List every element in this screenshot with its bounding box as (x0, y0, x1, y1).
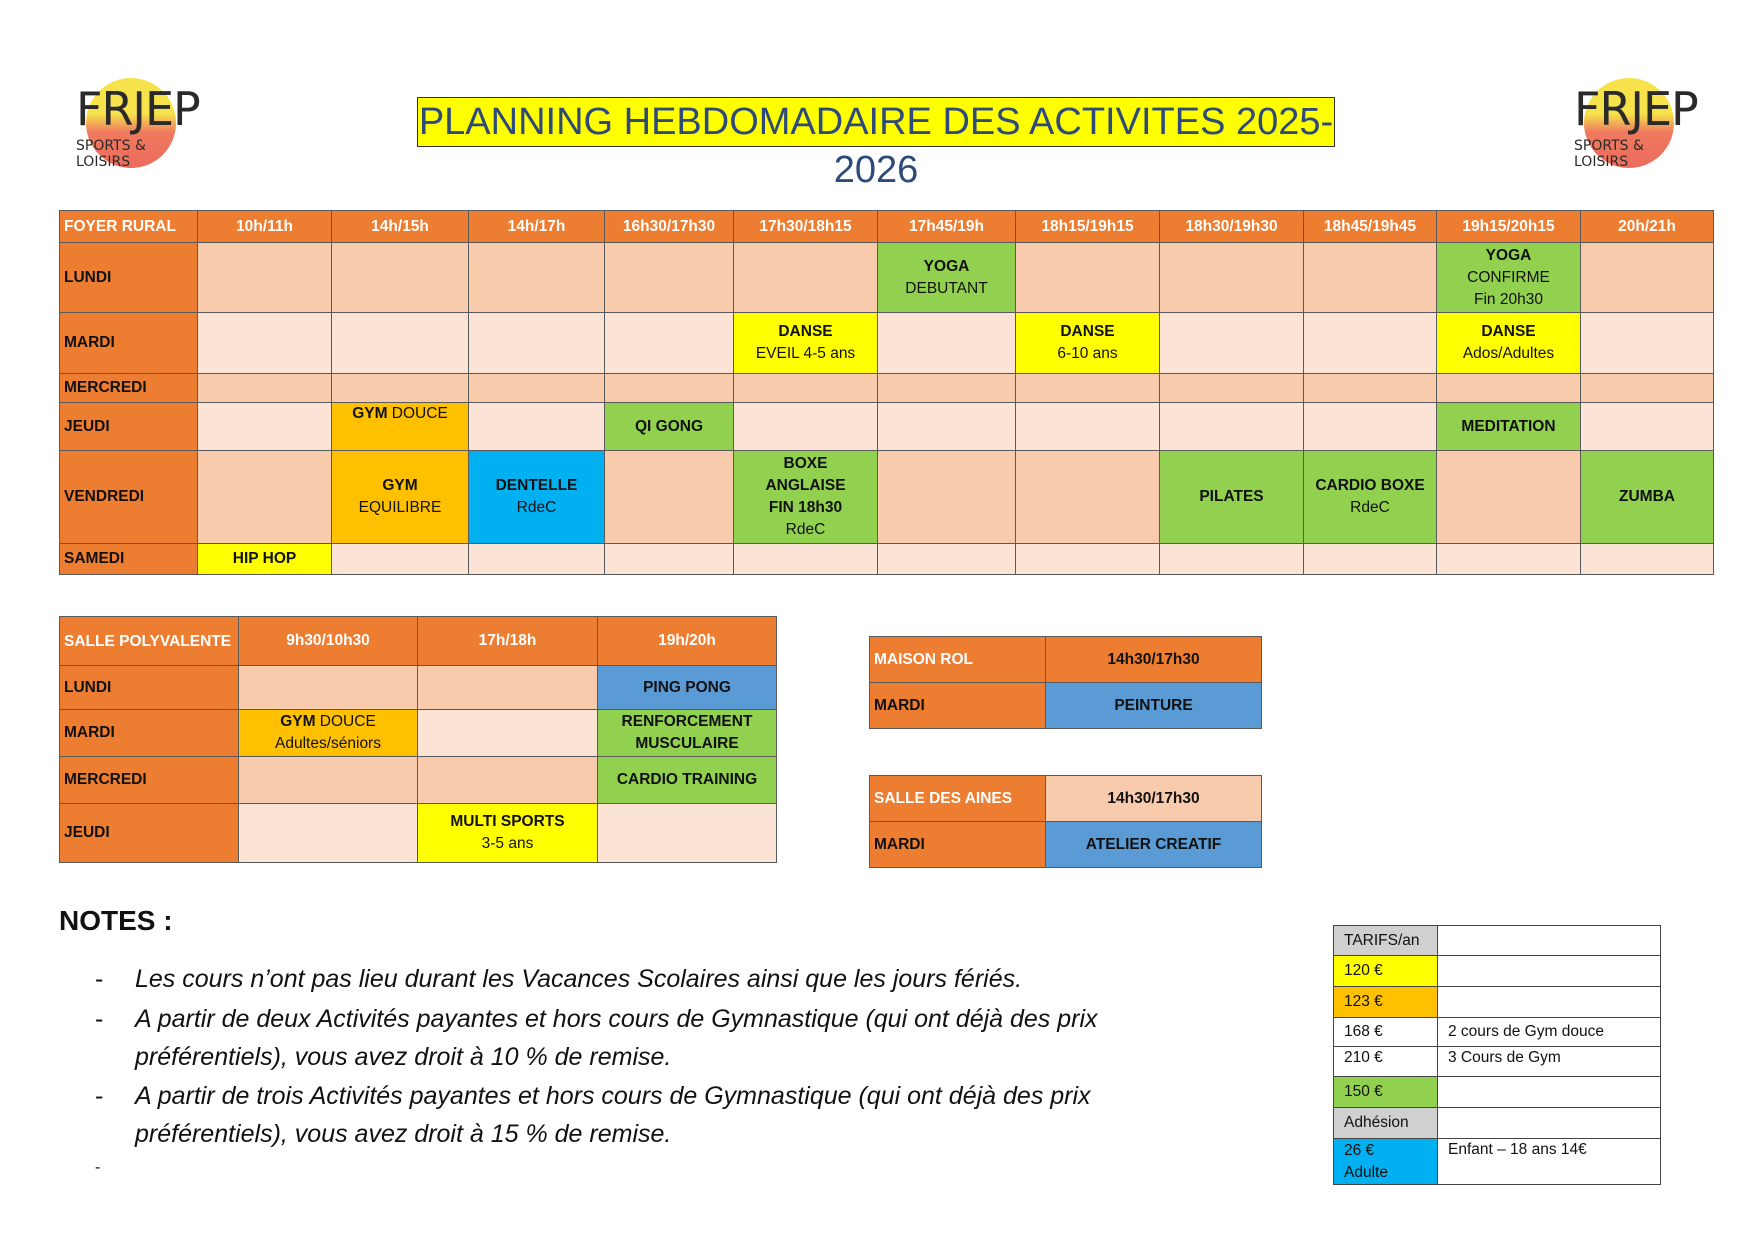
activity-gym-equilibre: GYM EQUILIBRE (332, 451, 469, 544)
place-header: MAISON ROL (870, 637, 1046, 683)
logo-main-text: FRJEP (76, 82, 200, 136)
tarif-desc (1438, 1077, 1661, 1108)
salle-aines-table (869, 775, 1262, 868)
list-item: - A partir de trois Activités payantes et hors cours de Gymnastique (qui ont déjà des prix préférentiels), vous avez droit à 15 % de remise. (95, 1082, 1091, 1148)
foyer-schedule-table (59, 210, 1714, 575)
time-header: 18h30/19h30 (1160, 211, 1304, 243)
time-header: 17h30/18h15 (734, 211, 878, 243)
activity-cardio-training: CARDIO TRAINING (598, 757, 777, 804)
tarif-price: 150 € (1334, 1077, 1438, 1108)
tarifs-table (1333, 925, 1661, 1185)
day-label: MARDI (870, 683, 1046, 729)
time-header: 17h/18h (418, 617, 598, 666)
place-header: FOYER RURAL (60, 211, 198, 243)
time-header: 19h/20h (598, 617, 777, 666)
activity-yoga-debutant: YOGA DEBUTANT (878, 243, 1016, 313)
day-label: JEUDI (60, 804, 239, 863)
time-header: 18h15/19h15 (1016, 211, 1160, 243)
salle-schedule-table (59, 616, 777, 863)
table-header-row (870, 776, 1262, 822)
tarif-desc (1438, 1108, 1661, 1139)
activity-danse-ados: DANSE Ados/Adultes (1437, 313, 1581, 374)
activity-qi-gong: QI GONG (605, 403, 734, 451)
table-row (60, 313, 1714, 374)
table-row (60, 544, 1714, 575)
time-header: 16h30/17h30 (605, 211, 734, 243)
table-header-row (60, 211, 1714, 243)
maison-rol-table (869, 636, 1262, 729)
logo-right (1560, 58, 1698, 178)
day-label: JEUDI (60, 403, 198, 451)
table-row (60, 451, 1714, 544)
day-label: MARDI (870, 822, 1046, 868)
logo-main-text: FRJEP (1574, 82, 1698, 136)
day-label: LUNDI (60, 243, 198, 313)
activity-meditation: MEDITATION (1437, 403, 1581, 451)
table-header-row (1334, 926, 1661, 956)
day-label: MARDI (60, 710, 239, 757)
activity-dentelle: DENTELLE RdeC (469, 451, 605, 544)
tarif-desc: 2 cours de Gym douce (1438, 1018, 1661, 1047)
tarif-desc (1438, 987, 1661, 1018)
time-header: 19h15/20h15 (1437, 211, 1581, 243)
logo-sub-text: SPORTS & LOISIRS (76, 138, 146, 170)
day-label: MERCREDI (60, 374, 198, 403)
tarif-price: 123 € (1334, 987, 1438, 1018)
time-header: 18h45/19h45 (1304, 211, 1437, 243)
day-label: MARDI (60, 313, 198, 374)
activity-danse-6-10: DANSE 6-10 ans (1016, 313, 1160, 374)
activity-ping-pong: PING PONG (598, 666, 777, 710)
activity-gym-douce-seniors: GYM DOUCE Adultes/séniors (239, 710, 418, 757)
table-row (1334, 1018, 1661, 1047)
table-header-row (60, 617, 777, 666)
tarif-price: 210 € (1334, 1047, 1438, 1077)
table-row (1334, 956, 1661, 987)
tarif-price: 168 € (1334, 1018, 1438, 1047)
table-row (1334, 1047, 1661, 1077)
tarif-desc (1438, 956, 1661, 987)
time-header: 17h45/19h (878, 211, 1016, 243)
activity-peinture: PEINTURE (1046, 683, 1262, 729)
time-header: 14h30/17h30 (1046, 637, 1262, 683)
table-row (1334, 1139, 1661, 1185)
table-row (60, 243, 1714, 313)
time-header: 14h30/17h30 (1046, 776, 1262, 822)
time-header: 14h/15h (332, 211, 469, 243)
time-header: 20h/21h (1581, 211, 1714, 243)
activity-gym-douce: GYM DOUCE (332, 403, 469, 451)
day-label: SAMEDI (60, 544, 198, 575)
activity-multi-sports: MULTI SPORTS 3-5 ans (418, 804, 598, 863)
activity-boxe-anglaise: BOXE ANGLAISE FIN 18h30 RdeC (734, 451, 878, 544)
table-row (60, 710, 777, 757)
tarifs-header: TARIFS/an (1334, 926, 1438, 956)
logo-left (62, 58, 200, 178)
table-row (60, 804, 777, 863)
tarif-desc: 3 Cours de Gym (1438, 1047, 1661, 1077)
tarif-desc: Enfant – 18 ans 14€ (1438, 1139, 1661, 1185)
activity-danse-eveil: DANSE EVEIL 4-5 ans (734, 313, 878, 374)
page-title: PLANNING HEBDOMADAIRE DES ACTIVITES 2025-2026 (417, 97, 1335, 147)
activity-zumba: ZUMBA (1581, 451, 1714, 544)
place-header: SALLE DES AINES (870, 776, 1046, 822)
list-item: - A partir de deux Activités payantes et hors cours de Gymnastique (qui ont déjà des prix préférentiels), vous avez droit à 10 % de remise. (95, 1005, 1098, 1071)
table-row (60, 757, 777, 804)
day-label: LUNDI (60, 666, 239, 710)
activity-yoga-confirme: YOGA CONFIRME Fin 20h30 (1437, 243, 1581, 313)
table-row (1334, 987, 1661, 1018)
table-row (870, 822, 1262, 868)
tarif-price: 26 € Adulte (1334, 1139, 1438, 1185)
table-row (60, 374, 1714, 403)
table-row (1334, 1077, 1661, 1108)
notes-heading: NOTES : (59, 905, 173, 936)
tarif-price: Adhésion (1334, 1108, 1438, 1139)
day-label: VENDREDI (60, 451, 198, 544)
table-row (1334, 1108, 1661, 1139)
time-header: 10h/11h (198, 211, 332, 243)
tarif-price: 120 € (1334, 956, 1438, 987)
time-header: 9h30/10h30 (239, 617, 418, 666)
table-header-row (870, 637, 1262, 683)
activity-pilates: PILATES (1160, 451, 1304, 544)
activity-atelier-creatif: ATELIER CREATIF (1046, 822, 1262, 868)
logo-sub-text: SPORTS & LOISIRS (1574, 138, 1644, 170)
time-header: 14h/17h (469, 211, 605, 243)
notes-list: - Les cours n’ont pas lieu durant les Vacances Scolaires ainsi que les jours fériés. - A partir de deux Activités payantes et hors cours de Gymnastique (qui ont déjà des prix préférentiels), vous avez droit à 10 % de remise. - A partir de trois Activités payantes et hors cours de Gymnastique (qui ont déjà des prix préférentiels), vous avez droit à 15 % de remise. - (95, 960, 1195, 1153)
table-row (60, 666, 777, 710)
list-item: - Les cours n’ont pas lieu durant les Vacances Scolaires ainsi que les jours fériés. (95, 965, 1023, 993)
activity-hip-hop: HIP HOP (198, 544, 332, 575)
place-header: SALLE POLYVALENTE (60, 617, 239, 666)
activity-renforcement: RENFORCEMENT MUSCULAIRE (598, 710, 777, 757)
table-row (60, 403, 1714, 451)
day-label: MERCREDI (60, 757, 239, 804)
activity-cardio-boxe: CARDIO BOXE RdeC (1304, 451, 1437, 544)
table-row (870, 683, 1262, 729)
